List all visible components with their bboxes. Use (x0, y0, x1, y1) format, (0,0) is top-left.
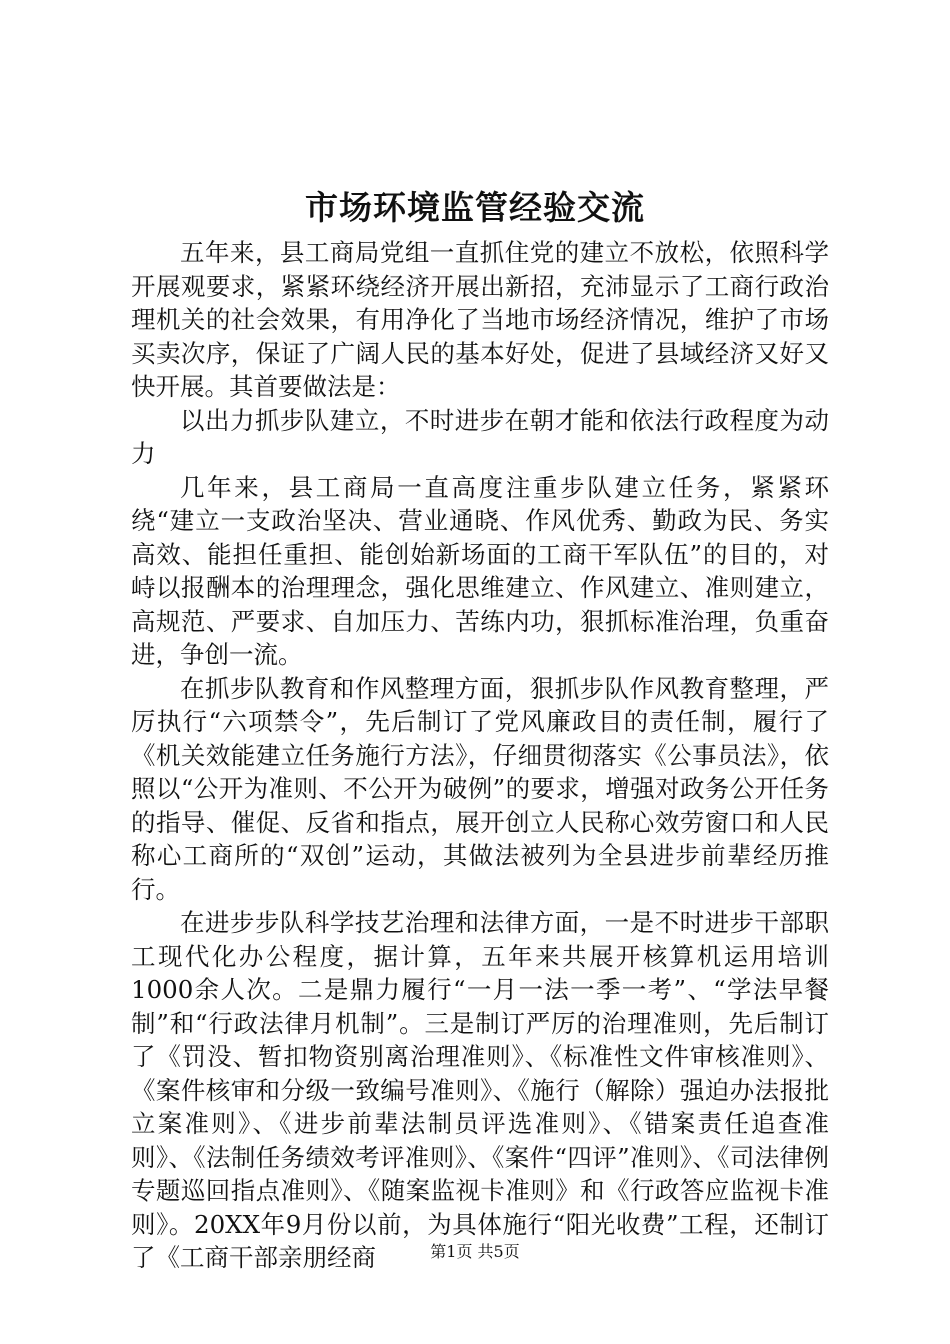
paragraph: 在抓步队教育和作风整理方面，狠抓步队作风教育整理，严厉执行“六项禁令”，先后制订了党风廉政目的责任制，履行了《机关效能建立任务施行方法》，仔细贯彻落实《公事员法》，依照以“公开为准则、不公开为破例”的要求，增强对政务公开任务的指导、催促、反省和指点，展开创立人民称心效劳窗口和人民称心工商所的“双创”运动，其做法被列为全县进步前辈经历推行。 (131, 673, 829, 904)
page-number-footer: 第1页 共5页 (430, 1242, 520, 1261)
section-heading: 以出力抓步队建立，不时进步在朝才能和依法行政程度为动力 (131, 405, 829, 468)
paragraph: 五年来，县工商局党组一直抓住党的建立不放松，依照科学开展观要求，紧紧环绕经济开展出新招，充沛显示了工商行政治理机关的社会效果，有用净化了当地市场经济情况，维护了市场买卖次序，保证了广阔人民的基本好处，促进了县域经济又好又快开展。其首要做法是： (131, 238, 829, 401)
paragraph: 几年来，县工商局一直高度注重步队建立任务，紧紧环绕“建立一支政治坚决、营业通晓、作风优秀、勤政为民、务实高效、能担任重担、能创始新场面的工商干军队伍”的目的，对峙以报酬本的治理理念，强化思维建立、作风建立、准则建立，高规范、严要求、自加压力、苦练内功，狠抓标准治理，负重奋进，争创一流。 (131, 472, 829, 669)
paragraph: 在进步步队科学技艺治理和法律方面，一是不时进步干部职工现代化办公程度，据计算，五年来共展开核算机运用培训1000余人次。二是鼎力履行“一月一法一季一考”、“学法早餐制”和“行政法律月机制”。三是制订严厉的治理准则，先后制订了《罚没、暂扣物资别离治理准则》、《标准性文件审核准则》、《案件核审和分级一致编号准则》、《施行（解除）强迫办法报批立案准则》、《进步前辈法制员评选准则》、《错案责任追查准则》、《法制任务绩效考评准则》、《案件“四评”准则》、《司法律例专题巡回指点准则》、《随案监视卡准则》和《行政答应监视卡准则》。20XX年9月份以前，为具体施行“阳光收费”工程，还制订了《工商干部亲朋经商 (131, 908, 829, 1272)
document-title: 市场环境监管经验交流 (305, 188, 645, 227)
document-body (131, 236, 829, 1275)
